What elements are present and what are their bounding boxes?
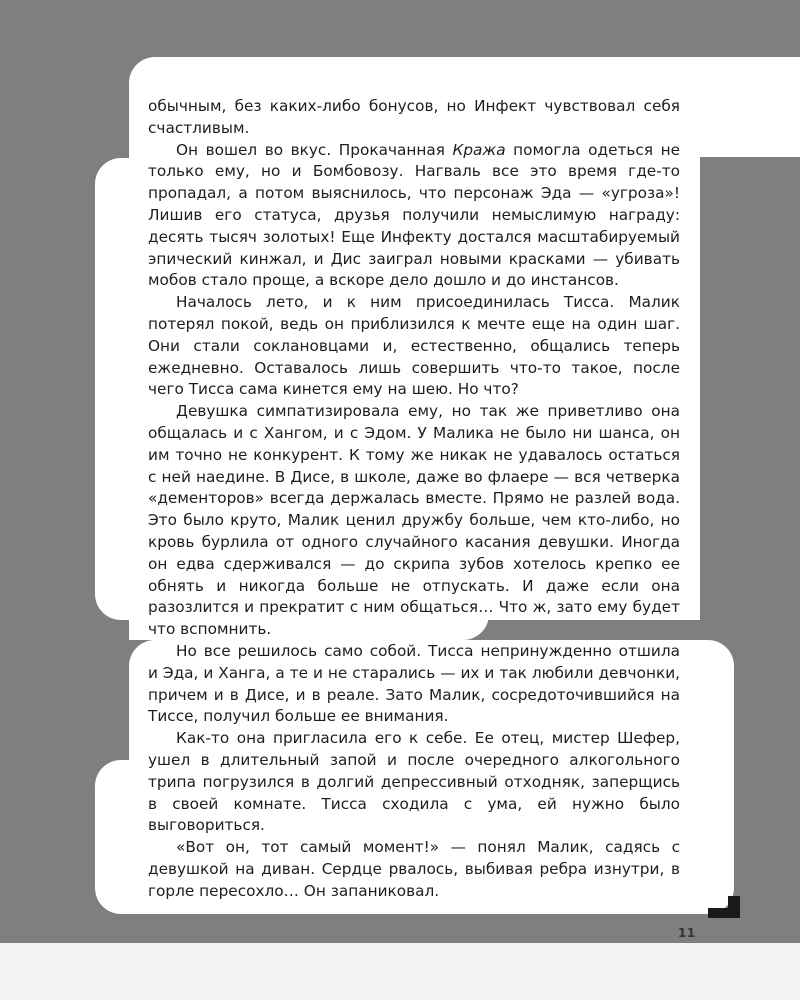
paragraph-2 (148, 140, 680, 293)
page-number: 11 (678, 926, 696, 940)
paragraph-1: обычным, без каких-либо бонусов, но Инфект чувствовал себя счастливым. (148, 97, 680, 137)
paragraph-2-start: Он вошел во вкус. Прокачанная (176, 140, 453, 159)
paragraph-6: Как-то она пригласила его к себе. Ее отец, мистер Шефер, ушел в длительный запой и после очередного алкогольного трипа погрузился в долгий депрессивный отходняк, заперщись в своей комнате. Тисса сходила с ума, ей нужно было выговориться. (148, 729, 680, 835)
paragraph-4: Девушка симпатизировала ему, но так же приветливо она общалась и с Хангом, и с Эдом. У Малика не было ни шанса, он им точно не конкурент. К тому же никак не удавалось остаться с ней наедине. В Дисе, в школе, даже во флаере — вся четверка «дементоров» всегда держалась вместе. Прямо не разлей вода. Это было круто, Малик ценил дружбу больше, чем кто-либо, но кровь бурлила от одного случайного касания девушки. Иногда он едва сдерживался — до скрипа зубов хотелось крепко ее обнять и никогда больше не отпускать. И даже если она разозлится и прекратит с ним общаться… Что ж, зато ему будет что вспомнить. (148, 402, 680, 639)
paragraph-2-rest: помогла одеться не только ему, но и Бомбовозу. Нагваль все это время где-то пропадал, а потом выяснилось, что персонаж Эда — «угроза»! Лишив его статуса, друзья получили немыслимую награду: десять тысяч золотых! Еще Инфекту достался масштабируемый эпический кинжал, и Дис заиграл новыми красками — убивать мобов стало проще, а вскоре дело дошло и до инстансов. (148, 140, 680, 290)
body-text (148, 96, 680, 902)
corner-bracket-icon (708, 896, 740, 918)
paragraph-7: «Вот он, тот самый момент!» — понял Малик, садясь с девушкой на диван. Сердце рвалось, выбивая ребра изнутри, в горле пересохло… Он запаниковал. (148, 838, 680, 900)
paragraph-3: Началось лето, и к ним присоединилась Тисса. Малик потерял покой, ведь он приблизился к мечте еще на один шаг. Они стали соклановцами и, естественно, общались теперь ежедневно. Оставалось лишь совершить что-то такое, после чего Тисса сама кинется ему на шею. Но что? (148, 293, 680, 399)
paragraph-5: Но все решилось само собой. Тисса непринужденно отшила и Эда, и Ханга, а те и не старались — их и так любили девчонки, причем и в Дисе, и в реале. Зато Малик, сосредоточившийся на Тиссе, получил больше ее внимания. (148, 641, 680, 726)
paragraph-2-italic: Кража (452, 140, 506, 159)
